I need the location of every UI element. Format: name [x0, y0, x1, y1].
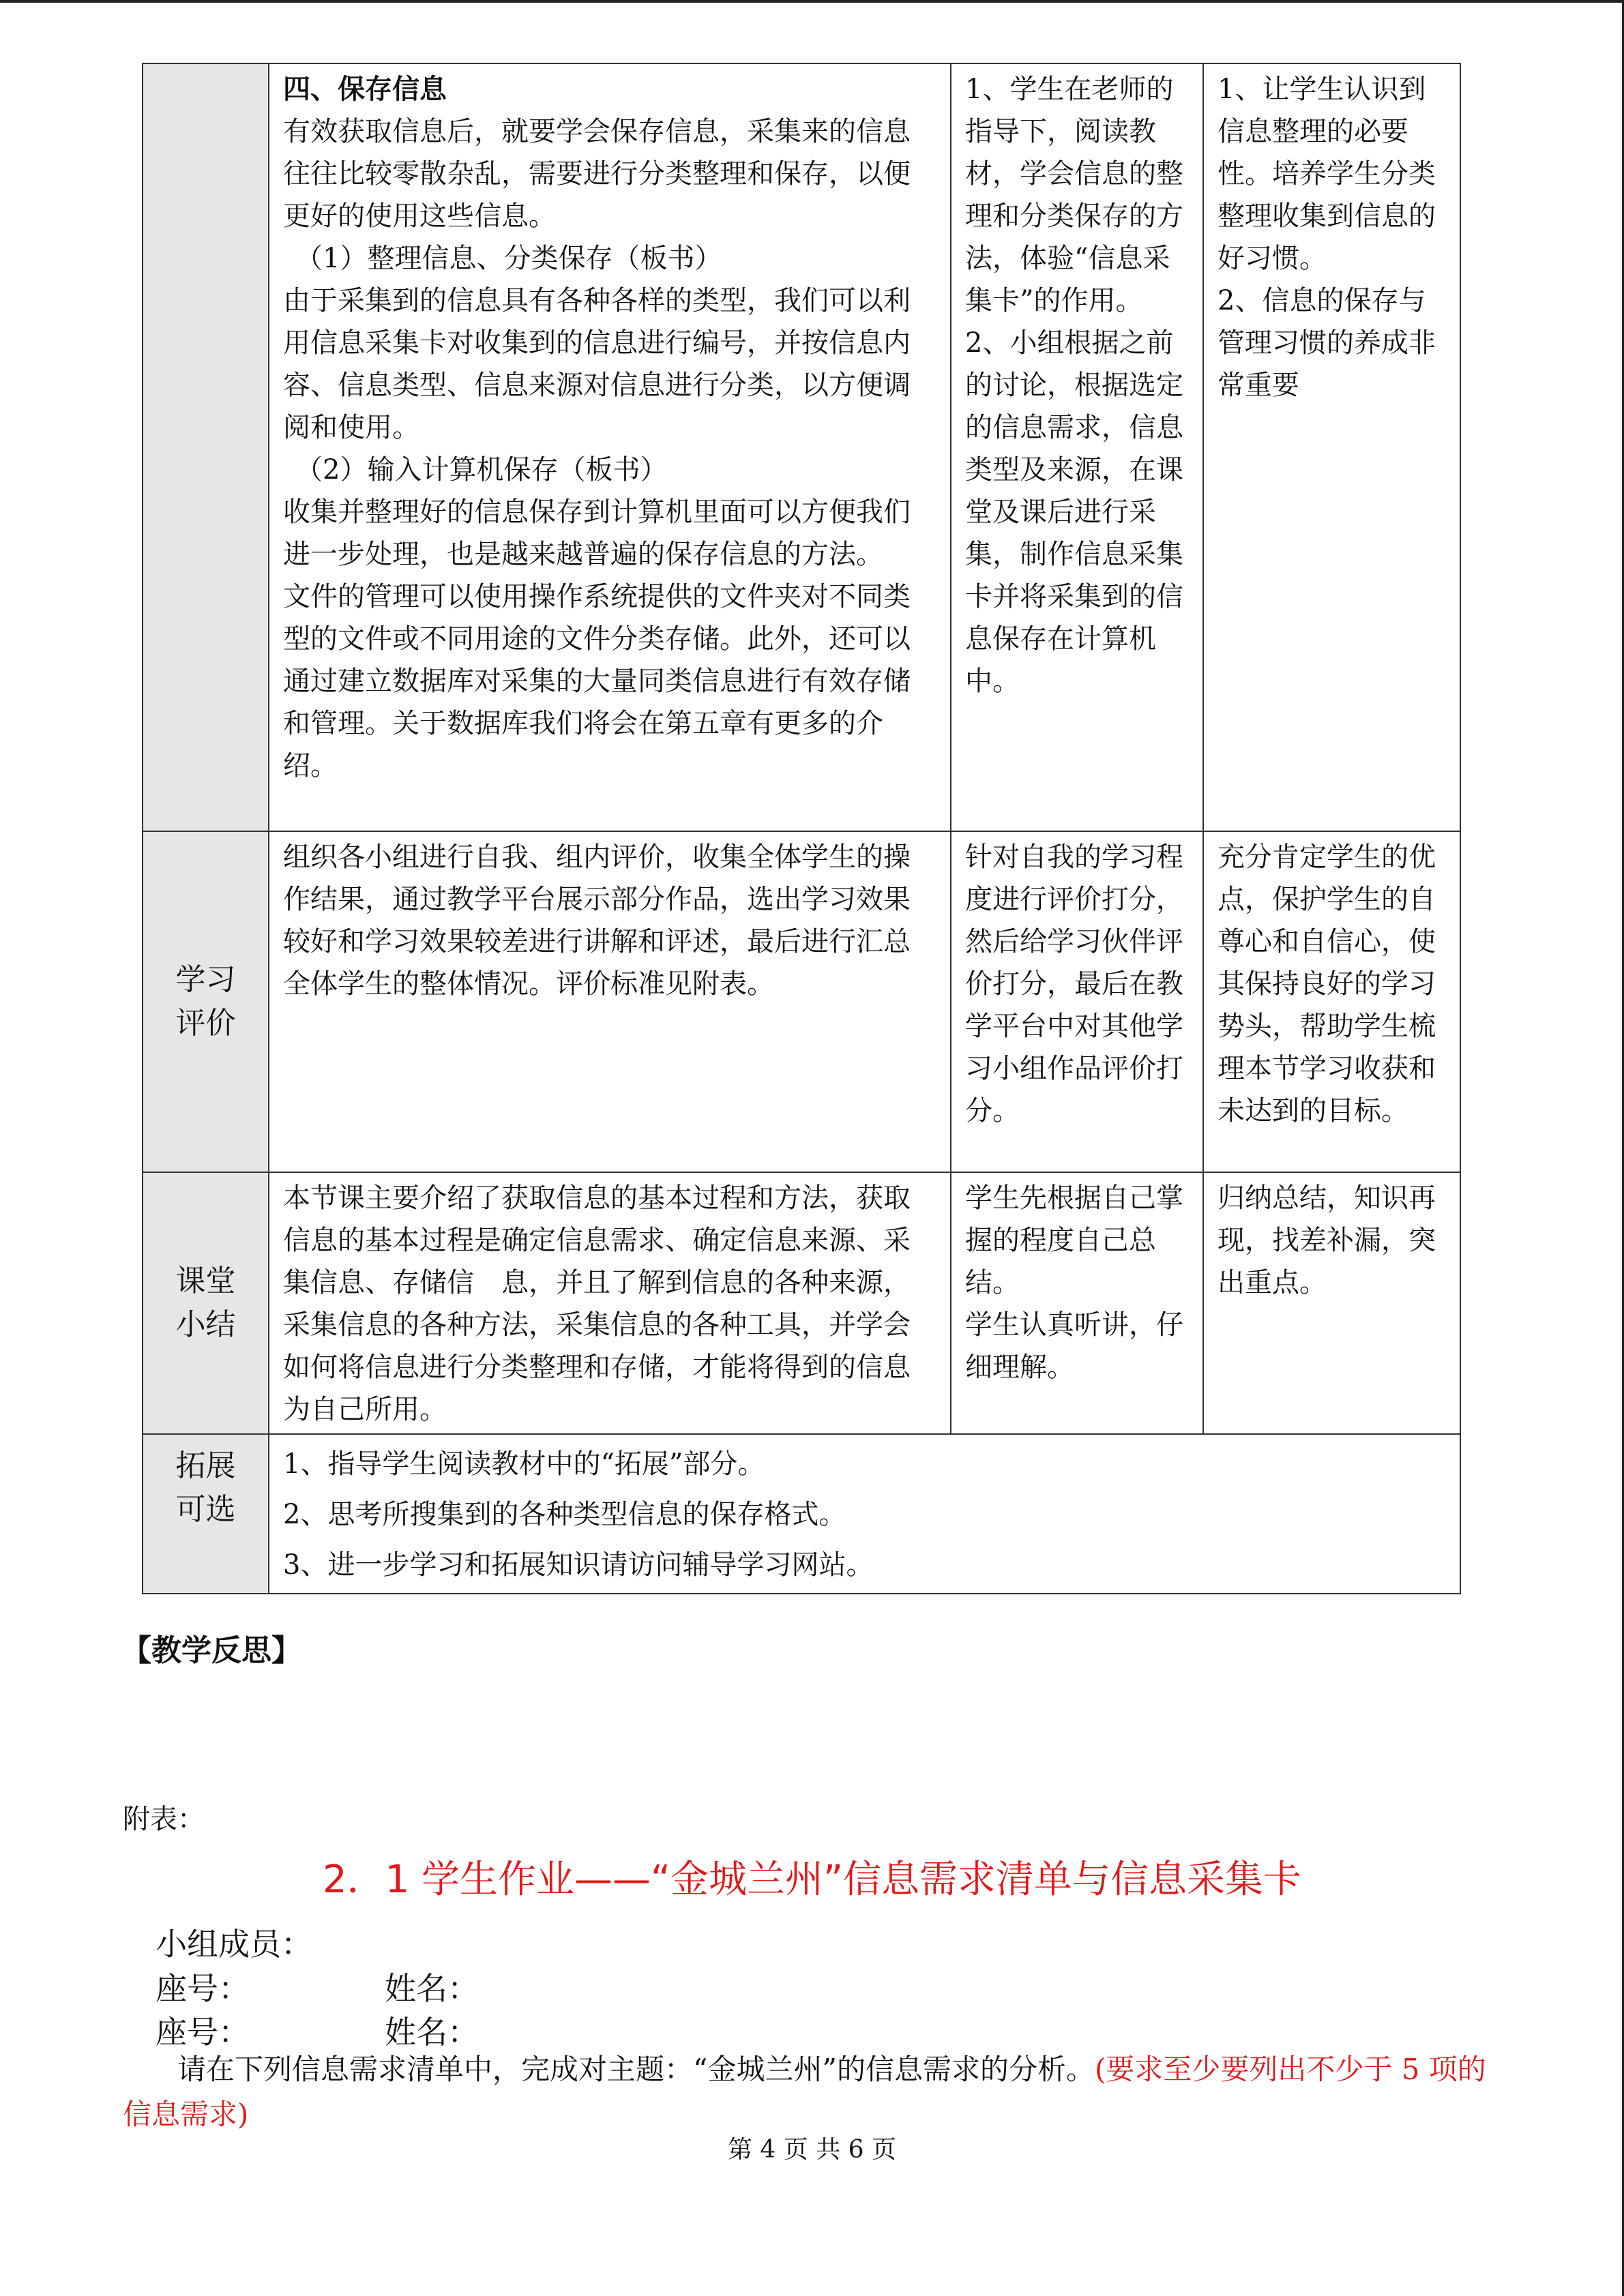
design-intent-cell: [1203, 63, 1460, 831]
label-line: 可选: [175, 1492, 236, 1527]
extension-content-cell: [269, 1434, 1460, 1594]
name-label: 姓名：: [385, 2014, 479, 2051]
lesson-plan-table: [142, 63, 1461, 1594]
student-activity-cell: [951, 63, 1203, 831]
table-row-save-info: [143, 63, 1460, 831]
paragraph: 文件的管理可以使用操作系统提供的文件夹对不同类型的文件或不同用途的文件分类存储。此外，还可以通过建立数据库对采集的大量同类信息进行有效存储和管理。关于数据库我们将会在第五章有更多的介绍。: [283, 581, 911, 781]
list-item: 1、指导学生阅读教材中的“拓展”部分。: [283, 1448, 765, 1480]
teaching-content-cell: [269, 63, 951, 831]
label-line: 拓展: [175, 1448, 236, 1483]
paragraph: 有效获取信息后，就要学会保存信息，采集来的信息往往比较零散杂乱，需要进行分类整理和保存，以便更好的使用这些信息。: [283, 116, 911, 232]
table-row-summary: [143, 1172, 1460, 1434]
student-activity-item: 针对自我的学习程度进行评价打分，然后给学习伙伴评价打分，最后在教学平台中对其他学习小组作品评价打分。: [965, 841, 1183, 1127]
appendix-label: 附表：: [123, 1804, 205, 1835]
seat-label: 座号：: [156, 1970, 250, 2007]
page-footer: 第 4 页 共 6 页: [727, 2136, 897, 2164]
evaluation-content-cell: [269, 831, 951, 1172]
label-line: 课堂: [175, 1264, 236, 1298]
paragraph: 收集并整理好的信息保存到计算机里面可以方便我们进一步处理，也是越来越普遍的保存信息的方法。: [283, 496, 911, 570]
row-label-empty: [143, 63, 269, 831]
evaluation-student-cell: [951, 831, 1203, 1172]
table-row-extension: [143, 1434, 1460, 1594]
row-label-summary: [143, 1172, 269, 1434]
instruction-text: 请在下列信息需求清单中，完成对主题：“金城兰州”的信息需求的分析。: [177, 2053, 1095, 2086]
instruction-requirement: (要求至少要列出不少于 5 项的信息需求): [123, 2053, 1486, 2131]
page-top-border: [0, 0, 1624, 3]
group-members-label: 小组成员：: [156, 1926, 312, 1963]
paragraph: 本节课主要介绍了获取信息的基本过程和方法，获取信息的基本过程是确定信息需求、确定信息来源、采集信息、存储信 息，并且了解到信息的各种来源，采集信息的各种方法，采集信息的各种工具，并学会如何将信息进行分类整理和存储，才能将得到的信息为自己所用。: [283, 1182, 911, 1425]
label-line: 小结: [175, 1307, 236, 1342]
name-label: 姓名：: [385, 1970, 479, 2007]
design-intent-item: 1、让学生认识到信息整理的必要性。培养学生分类整理收集到信息的好习惯。: [1217, 74, 1436, 274]
summary-student-cell: [951, 1172, 1203, 1434]
design-intent-item: 2、信息的保存与管理习惯的养成非常重要: [1217, 285, 1436, 401]
design-intent-item: 充分肯定学生的优点，保护学生的自尊心和自信心，使其保持良好的学习势头，帮助学生梳理本节学习收获和未达到的目标。: [1217, 841, 1436, 1127]
paragraph: 由于采集到的信息具有各种各样的类型，我们可以利用信息采集卡对收集到的信息进行编号，并按信息内容、信息类型、信息来源对信息进行分类，以方便调阅和使用。: [283, 285, 911, 443]
section-heading: 四、保存信息: [283, 73, 447, 105]
list-item: 2、思考所搜集到的各种类型信息的保存格式。: [283, 1499, 846, 1530]
summary-intent-cell: [1203, 1172, 1460, 1434]
list-item: 3、进一步学习和拓展知识请访问辅导学习网站。: [283, 1549, 874, 1581]
table-row-evaluation: [143, 831, 1460, 1172]
appendix-title: 2．1 学生作业——“金城兰州”信息需求清单与信息采集卡: [322, 1858, 1302, 1902]
student-activity-item: 学生认真听讲，仔细理解。: [965, 1309, 1183, 1383]
subheading: （2）输入计算机保存（板书）: [295, 454, 668, 486]
evaluation-intent-cell: [1203, 831, 1460, 1172]
student-activity-item: 1、学生在老师的指导下，阅读教材，学会信息的整理和分类保存的方法，体验“信息采集卡”的作用。: [965, 74, 1183, 316]
subheading: （1）整理信息、分类保存（板书）: [295, 243, 722, 274]
instruction-paragraph: [123, 2047, 1501, 2137]
seat-label: 座号：: [156, 2014, 250, 2051]
summary-content-cell: [269, 1172, 951, 1434]
reflection-heading: 【教学反思】: [121, 1633, 301, 1668]
row-label-evaluation: [143, 831, 269, 1172]
paragraph: 组织各小组进行自我、组内评价，收集全体学生的操作结果，通过教学平台展示部分作品，选出学习效果较好和学习效果较差进行讲解和评述，最后进行汇总全体学生的整体情况。评价标准见附表。: [283, 841, 911, 1000]
student-activity-item: 2、小组根据之前的讨论，根据选定的信息需求，信息类型及来源，在课堂及课后进行采集，制作信息采集卡并将采集到的信息保存在计算机中。: [965, 327, 1183, 697]
label-line: 评价: [175, 1006, 236, 1041]
label-line: 学习: [175, 962, 236, 997]
row-label-extension: [143, 1434, 269, 1594]
design-intent-item: 归纳总结，知识再现，找差补漏，突出重点。: [1217, 1182, 1436, 1298]
student-activity-item: 学生先根据自己掌握的程度自己总结。: [965, 1182, 1183, 1298]
